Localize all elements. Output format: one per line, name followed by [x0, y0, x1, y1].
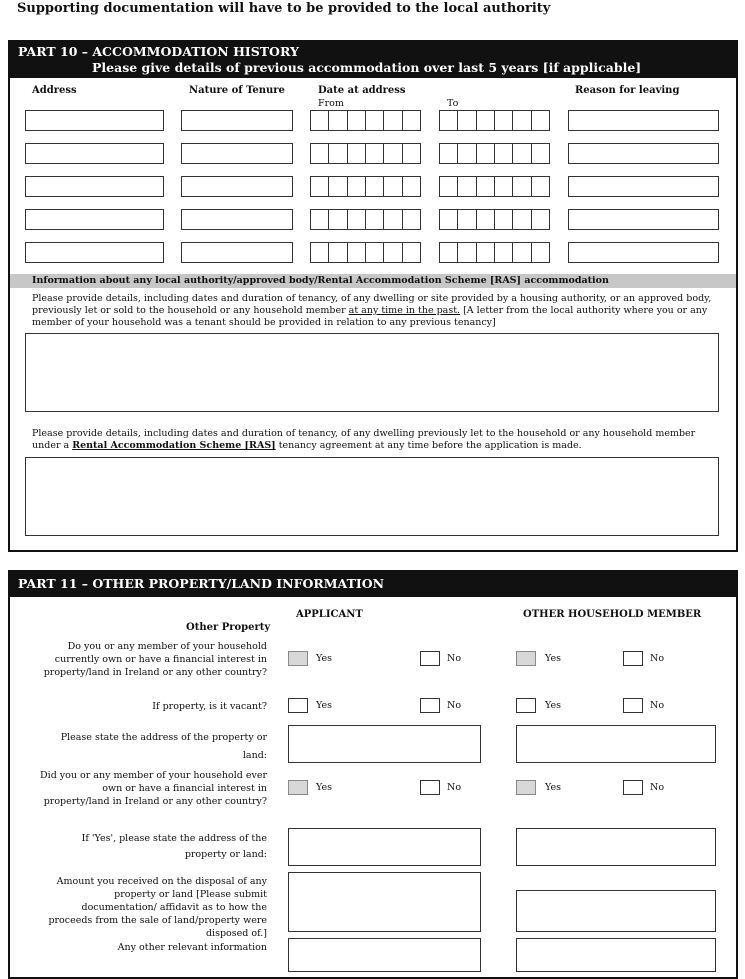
from-date-input-4[interactable] — [310, 209, 421, 230]
no-label: No — [650, 653, 665, 664]
q4-applicant-yes-checkbox[interactable] — [288, 780, 308, 795]
q4-applicant-no-checkbox[interactable] — [420, 780, 440, 795]
yes-label: Yes — [316, 653, 332, 664]
part10-subtitle: Please give details of previous accommodation over last 5 years [if applicable] — [92, 60, 642, 75]
part10-header — [10, 42, 736, 78]
tenure-input-1[interactable] — [181, 110, 293, 131]
part10-title: PART 10 – ACCOMMODATION HISTORY — [18, 44, 299, 59]
col-address: Address — [32, 85, 77, 96]
q6-label: Amount you received on the disposal of any property or land [Please submit documentation/ affidavit as to how the proceeds from the sale of land/property were disposed of.] — [48, 876, 267, 939]
to-date-input-2[interactable] — [439, 143, 550, 164]
notice-text: Supporting documentation will have to be provided to the local authority — [17, 1, 551, 16]
reason-input-1[interactable] — [568, 110, 719, 131]
q5-applicant-address-input[interactable] — [288, 828, 481, 866]
tenure-input-2[interactable] — [181, 143, 293, 164]
col-to: To — [447, 98, 459, 109]
to-date-input-5[interactable] — [439, 242, 550, 263]
q2-applicant-yes-checkbox[interactable] — [288, 698, 308, 713]
to-date-input-4[interactable] — [439, 209, 550, 230]
other-property-label: Other Property — [186, 622, 271, 633]
q3-applicant-address-input[interactable] — [288, 725, 481, 763]
q2-other-no-checkbox[interactable] — [623, 698, 643, 713]
q2-label: If property, is it vacant? — [152, 701, 267, 712]
address-input-2[interactable] — [25, 143, 164, 164]
col-date: Date at address — [318, 85, 406, 96]
q4-other-no-checkbox[interactable] — [623, 780, 643, 795]
col-applicant: APPLICANT — [296, 609, 363, 620]
part11-title: PART 11 – OTHER PROPERTY/LAND INFORMATION — [18, 576, 385, 591]
tenure-input-3[interactable] — [181, 176, 293, 197]
ras-tenancy-details-textarea[interactable] — [25, 457, 719, 536]
address-input-1[interactable] — [25, 110, 164, 131]
col-reason: Reason for leaving — [575, 85, 680, 96]
q2-other-yes-checkbox[interactable] — [516, 698, 536, 713]
info-paragraph-1: Please provide details, including dates and duration of tenancy, of any dwelling or site provided by a housing authority, or an approved body, previously let or sold to the household or any household member at any time in the past. [A letter from the local authority where you or any member of your household was a tenant should be provided in relation to any previous tenancy] — [32, 293, 712, 328]
q4-other-yes-checkbox[interactable] — [516, 780, 536, 795]
q6-applicant-amount-input[interactable] — [288, 872, 481, 932]
no-label: No — [447, 653, 462, 664]
reason-input-2[interactable] — [568, 143, 719, 164]
reason-input-5[interactable] — [568, 242, 719, 263]
q7-applicant-info-input[interactable] — [288, 938, 481, 972]
address-input-5[interactable] — [25, 242, 164, 263]
no-label: No — [447, 700, 462, 711]
q4-label: Did you or any member of your household ever own or have a financial interest in property/land in Ireland or any other country? — [40, 770, 267, 807]
to-date-input-3[interactable] — [439, 176, 550, 197]
no-label: No — [447, 782, 462, 793]
underlined-phrase: at any time in the past. — [348, 305, 461, 316]
to-date-input-1[interactable] — [439, 110, 550, 131]
q7-label: Any other relevant information — [117, 942, 267, 953]
q1-other-yes-checkbox[interactable] — [516, 651, 536, 666]
ras-phrase: Rental Accommodation Scheme [RAS] — [72, 440, 276, 451]
q1-applicant-yes-checkbox[interactable] — [288, 651, 308, 666]
yes-label: Yes — [316, 782, 332, 793]
from-date-input-2[interactable] — [310, 143, 421, 164]
q5-other-address-input[interactable] — [516, 828, 716, 866]
col-from: From — [318, 98, 344, 109]
q3-label: Please state the address of the property or land: — [60, 732, 267, 761]
yes-label: Yes — [545, 653, 561, 664]
q1-other-no-checkbox[interactable] — [623, 651, 643, 666]
no-label: No — [650, 700, 665, 711]
tenure-input-4[interactable] — [181, 209, 293, 230]
q7-other-info-input[interactable] — [516, 938, 716, 972]
tenure-input-5[interactable] — [181, 242, 293, 263]
from-date-input-3[interactable] — [310, 176, 421, 197]
q6-other-amount-input[interactable] — [516, 890, 716, 932]
info-heading: Information about any local authority/approved body/Rental Accommodation Scheme [RAS] accommodation — [32, 275, 609, 286]
address-input-3[interactable] — [25, 176, 164, 197]
yes-label: Yes — [316, 700, 332, 711]
info-paragraph-2: Please provide details, including dates and duration of tenancy, of any dwelling previously let to the household or any household member under a Rental Accommodation Scheme [RAS] tenancy agreement at any time before the application is made. — [32, 428, 696, 451]
from-date-input-5[interactable] — [310, 242, 421, 263]
col-other-member: OTHER HOUSEHOLD MEMBER — [523, 609, 702, 620]
part11-header — [10, 572, 736, 597]
address-input-4[interactable] — [25, 209, 164, 230]
info-heading-bar — [10, 274, 736, 288]
q5-label: If 'Yes', please state the address of the property or land: — [81, 833, 267, 860]
yes-label: Yes — [545, 700, 561, 711]
col-tenure: Nature of Tenure — [189, 85, 285, 96]
q2-applicant-no-checkbox[interactable] — [420, 698, 440, 713]
reason-input-4[interactable] — [568, 209, 719, 230]
q1-applicant-no-checkbox[interactable] — [420, 651, 440, 666]
no-label: No — [650, 782, 665, 793]
reason-input-3[interactable] — [568, 176, 719, 197]
q3-other-address-input[interactable] — [516, 725, 716, 763]
la-tenancy-details-textarea[interactable] — [25, 333, 719, 412]
q1-label: Do you or any member of your household currently own or have a financial interest in property/land in Ireland or any other country? — [43, 641, 267, 678]
from-date-input-1[interactable] — [310, 110, 421, 131]
yes-label: Yes — [545, 782, 561, 793]
